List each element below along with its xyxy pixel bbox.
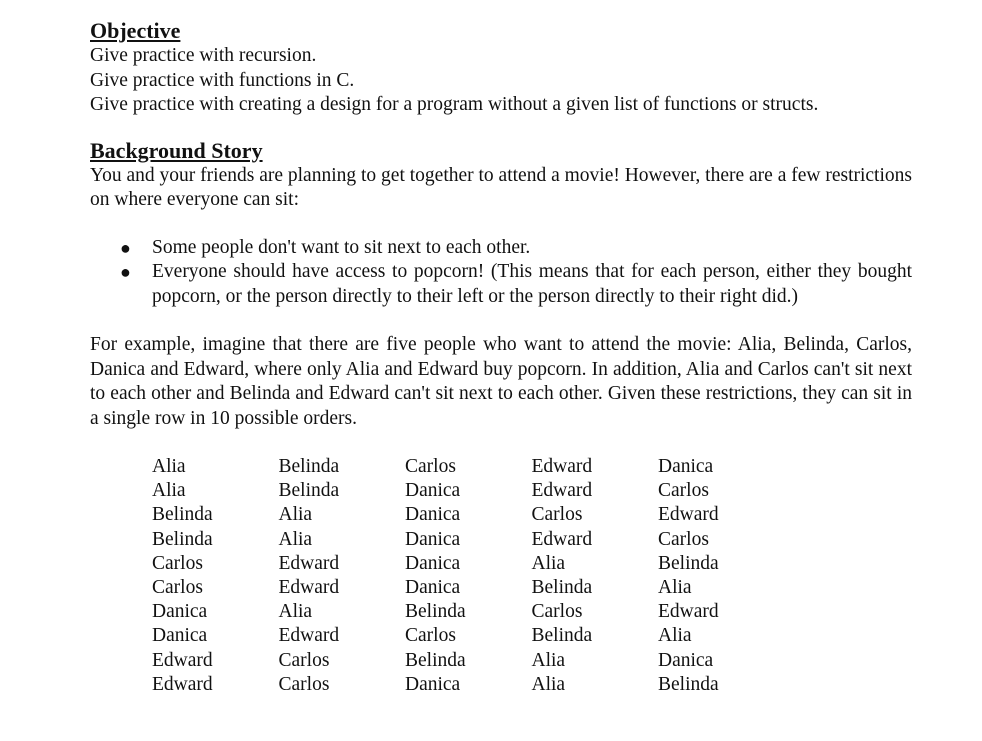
table-cell: Alia — [531, 649, 566, 671]
table-cell: Carlos — [405, 625, 456, 647]
table-row — [152, 528, 785, 552]
table-cell: Alia — [152, 456, 186, 477]
table-cell: Belinda — [278, 456, 340, 477]
table-row — [152, 576, 785, 600]
table-cell: Alia — [658, 577, 692, 599]
table-cell: Danica — [405, 504, 461, 526]
table-cell: Carlos — [405, 456, 456, 477]
objective-line-2: Give practice with functions in C. — [90, 69, 355, 91]
table-cell: Belinda — [531, 625, 593, 647]
objective-heading: Objective — [90, 18, 181, 43]
restrictions-list — [90, 236, 912, 310]
table-cell: Alia — [658, 625, 692, 647]
table-cell: Alia — [278, 504, 313, 526]
table-row — [152, 624, 785, 648]
example-paragraph: For example, imagine that there are five people who want to attend the movie: Alia, Belinda, Carlos, Danica and Edward, where only Alia and Edward buy popcorn. In addition, Alia and Carlos can't sit next to each other and Belinda and Edward can't sit next to each other. Given these restrictions, they can sit in a single row in 10 possible orders. — [90, 334, 912, 429]
table-cell: Carlos — [531, 601, 583, 623]
table-cell: Carlos — [278, 649, 330, 671]
table-row — [152, 600, 785, 624]
table-cell: Alia — [278, 601, 313, 623]
seating-orders-table — [152, 455, 785, 697]
objective-line-3: Give practice with creating a design for a program without a given list of functions or structs. — [90, 94, 819, 115]
table-row — [152, 455, 785, 479]
table-cell: Belinda — [152, 504, 213, 526]
document-page — [90, 18, 912, 697]
table-cell: Danica — [152, 625, 208, 647]
table-cell: Belinda — [405, 649, 466, 671]
table-cell: Danica — [405, 528, 461, 550]
table-cell: Carlos — [152, 552, 203, 574]
bullet-icon: ● — [120, 237, 131, 258]
table-cell: Edward — [152, 673, 213, 695]
table-cell: Edward — [531, 456, 593, 477]
table-cell: Danica — [405, 480, 461, 502]
table-cell: Edward — [278, 552, 340, 574]
table-cell: Danica — [658, 649, 714, 671]
table-cell: Alia — [278, 528, 313, 550]
table-cell: Edward — [278, 577, 340, 599]
table-cell: Alia — [531, 552, 566, 574]
table-cell: Belinda — [531, 577, 593, 599]
table-cell: Belinda — [152, 528, 213, 550]
table-cell: Edward — [658, 504, 719, 526]
table-row — [152, 503, 785, 527]
objective-line-1: Give practice with recursion. — [90, 45, 317, 66]
table-cell: Belinda — [658, 673, 719, 695]
table-cell: Alia — [152, 480, 186, 502]
table-cell: Danica — [405, 673, 461, 695]
table-cell: Carlos — [278, 673, 330, 695]
table-cell: Danica — [152, 601, 208, 623]
table-cell: Edward — [152, 649, 213, 671]
table-row — [152, 673, 785, 697]
restriction-text: Everyone should have access to popcorn! (This means that for each person, either they bought popcorn, or the person directly to their left or the person directly to their right did.) — [152, 261, 912, 307]
table-cell: Carlos — [658, 528, 709, 550]
background-intro-paragraph: You and your friends are planning to get together to attend a movie! However, there are a few restrictions on where everyone can sit: — [90, 164, 912, 210]
table-row — [152, 552, 785, 576]
table-cell: Edward — [278, 625, 340, 647]
table-cell: Edward — [531, 528, 593, 550]
table-cell: Alia — [531, 673, 566, 695]
restriction-item — [90, 236, 912, 261]
table-cell: Belinda — [405, 601, 466, 623]
table-cell: Edward — [531, 480, 593, 502]
restriction-item — [90, 260, 912, 309]
table-cell: Danica — [405, 552, 461, 574]
table-row — [152, 479, 785, 503]
table-cell: Carlos — [152, 577, 203, 599]
restriction-text: Some people don't want to sit next to each other. — [152, 236, 531, 258]
table-cell: Edward — [658, 601, 719, 623]
table-cell: Carlos — [531, 504, 583, 526]
table-cell: Belinda — [658, 552, 719, 574]
table-row — [152, 649, 785, 673]
table-cell: Carlos — [658, 480, 709, 502]
background-story-heading: Background Story — [90, 137, 263, 163]
bullet-icon: ● — [120, 262, 131, 282]
table-cell: Danica — [658, 456, 714, 477]
table-cell: Belinda — [278, 480, 340, 502]
table-cell: Danica — [405, 577, 461, 599]
